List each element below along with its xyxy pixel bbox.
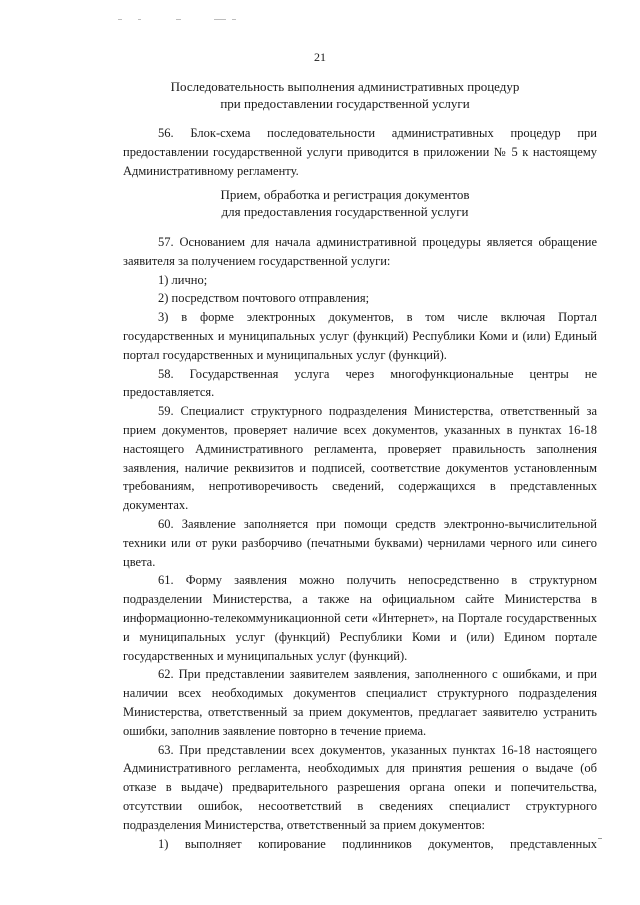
paragraph-58: 58. Государственная услуга через многофункциональные центры не предоставляется. (123, 366, 597, 400)
page-number: 21 (314, 50, 326, 64)
paragraph-56: 56. Блок-схема последовательности административных процедур при предоставлении государственной услуги приводится в приложении № 5 к настоящему Административному регламенту. (123, 126, 597, 178)
paragraph-62: 62. При представлении заявителем заявления, заполненного с ошибками, и при наличии всех необходимых документов специалист структурного подразделения Министерства, ответственный за прием документов, предлагает заявителю устранить ошибки, заполнив заявление повторно в течение приема. (123, 667, 597, 738)
section-heading-procedures (90, 78, 600, 112)
paragraph-61: 61. Форму заявления можно получить непосредственно в структурном подразделении Министерства, а также на официальном сайте Министерства в информационно-телекоммуникационной сети «Интернет», на Портале государственных и муниципальных услуг (функций) Республики Коми и (или) Едином портале государственных и муниципальных услуг (функций). (123, 573, 597, 663)
scan-speck (214, 19, 226, 20)
paragraph-57: 57. Основанием для начала административной процедуры является обращение заявителя за получением государственной услуги: (123, 235, 597, 268)
paragraph-block-56 (123, 124, 597, 180)
scan-speck (118, 19, 122, 20)
paragraph-59: 59. Специалист структурного подразделения Министерства, ответственный за прием документов, проверяет наличие всех документов, указанных в пунктах 16-18 настоящего Административного регламента, проверяет правильность заполнения заявления, наличие реквизитов и подписей, соответствие документов установленным требованиям, непротиворечивость сведений, содержащихся в представленных документах. (123, 404, 597, 513)
scan-speck (176, 19, 181, 20)
scan-speck (138, 19, 141, 20)
list-item: 2) посредством почтового отправления; (158, 291, 370, 306)
scan-speck (232, 19, 236, 20)
scan-mark (598, 838, 602, 839)
heading-line: при предоставлении государственной услуги (220, 96, 470, 111)
list-item: 1) лично; (158, 272, 208, 287)
heading-line: Прием, обработка и регистрация документов (220, 187, 470, 202)
document-body (123, 233, 597, 853)
list-item: 3) в форме электронных документов, в том числе включая Портал государственных и муниципальных услуг (функций) Республики Коми и (или) Единый портал государственных и муниципальных услуг (функций). (123, 310, 597, 362)
heading-line: Последовательность выполнения административных процедур (170, 79, 520, 94)
paragraph-60: 60. Заявление заполняется при помощи средств электронно-вычислительной техники или от руки разборчиво (печатными буквами) чернилами черного или синего цвета. (123, 516, 597, 569)
paragraph-63: 63. При представлении всех документов, указанных пунктах 16-18 настоящего Административного регламента, необходимых для принятия решения о выдаче (об отказе в выдаче) предварительного разрешения органа опеки и попечительства, отсутствии ошибок, несоответствий в сведениях специалист структурного подразделения Министерства, ответственный за прием документов: (123, 742, 597, 832)
section-heading-reception (90, 186, 600, 220)
list-item: 1) выполняет копирование подлинников документов, представленных (158, 836, 597, 851)
heading-line: для предоставления государственной услуги (221, 204, 469, 219)
